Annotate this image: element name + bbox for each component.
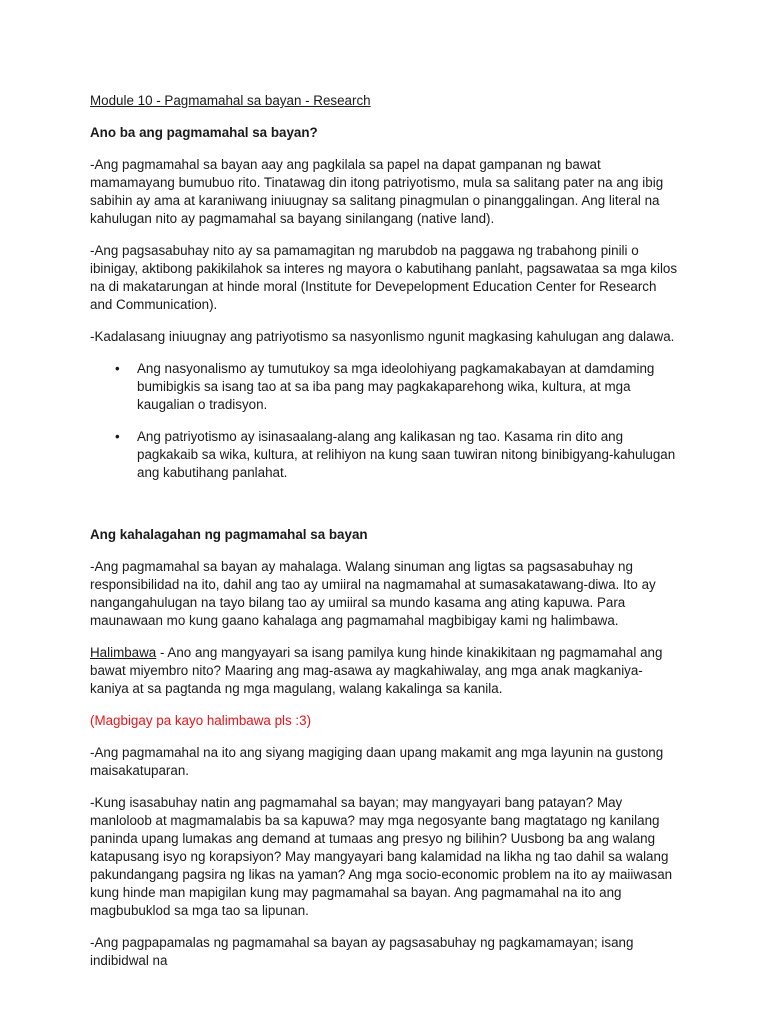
- closing-paragraph-3: -Ang pagpapamalas ng pagmamahal sa bayan ay pagsasabuhay ng pagkamamayan; isang indibidwal na: [90, 935, 634, 968]
- list-item-text: Ang nasyonalismo ay tumutukoy sa mga ideolohiyang pagkamakabayan at damdaming bumibigkis sa isang tao at sa iba pang may pagkakaparehong wika, kultura, at mga kaugalian o tradisyon.: [137, 361, 655, 412]
- example-label: Halimbawa: [90, 645, 157, 660]
- intro-paragraph-2: -Ang pagsasabuhay nito ay sa pamamagitan ng marubdob na paggawa ng trabahong pinili o ibinigay, aktibong pakikilahok sa interes ng mayora o kabutihang panlaht, pagsawataa sa mga kilos na di makatarungan at hinde moral (Institute for Devepelopment Education Center for Research and Communication).: [90, 243, 678, 312]
- red-note: (Magbigay pa kayo halimbawa pls :3): [90, 713, 312, 728]
- intro-paragraph-3: -Kadalasang iniuugnay ang patriyotismo sa nasyonlismo ngunit magkasing kahulugan ang dalawa.: [90, 329, 675, 344]
- bullet-icon: •: [115, 429, 120, 444]
- example-text: - Ano ang mangyayari sa isang pamilya kung hinde kinakikitaan ng pagmamahal ang bawat miyembro nito? Maaring ang mag-asawa ay magkahiwalay, ang mga anak magkaniya-kaniya at sa pagtanda ng mga magulang, walang kakalinga sa kanila.: [90, 645, 663, 696]
- section-heading: Ang kahalagahan ng pagmamahal sa bayan: [90, 527, 368, 542]
- example-paragraph: [90, 644, 680, 698]
- list-item: [90, 428, 680, 482]
- closing-paragraph-1: -Ang pagmamahal na ito ang siyang magiging daan upang makamit ang mga layunin na gustong maisakatuparan.: [90, 745, 664, 778]
- document-title: Module 10 - Pagmamahal sa bayan - Research: [90, 93, 371, 108]
- definition-list: [90, 360, 680, 482]
- document-page: [90, 92, 680, 984]
- section-paragraph: -Ang pagmamahal sa bayan ay mahalaga. Walang sinuman ang ligtas sa pagsasabuhay ng responsibilidad na ito, dahil ang tao ay umiiral na nagmamahal at sumasakatawang-diwa. Ito ay nangangahulugan na tayo bilang tao ay umiiral sa mundo kasama ang ating kapuwa. Para maunawaan mo kung gaano kahalaga ang pagmamahal magbibigay kami ng halimbawa.: [90, 559, 656, 628]
- question-heading: Ano ba ang pagmamahal sa bayan?: [90, 125, 318, 140]
- intro-paragraph-1: -Ang pagmamahal sa bayan aay ang pagkilala sa papel na dapat gampanan ng bawat mamamayang bumubuo rito. Tinatawag din itong patriyotismo, mula sa salitang pater na ang ibig sabihin ay ama at karaniwang iniuugnay sa salitang pinagmulan o pinanggalingan. Ang literal na kahulugan nito ay pagmamahal sa bayang sinilangang (native land).: [90, 157, 664, 226]
- bullet-icon: •: [115, 361, 120, 376]
- closing-paragraph-2: -Kung isasabuhay natin ang pagmamahal sa bayan; may mangyayari bang patayan? May manloloob at magmamalabis ba sa kapuwa? may mga negosyante bang magtatago ng kanilang paninda upang lumakas ang demand at tumaas ang presyo ng bilihin? Uusbong ba ang walang katapusang isyo ng korapsiyon? May mangyayari bang kalamidad na likha ng tao dahil sa walang pakundangang pagsira ng likas na yaman? Ang mga socio-economic problem na ito ay maiiwasan kung hinde man mapigilan kung may pagmamahal sa bayan. Ang pagmamahal na ito ang magbubuklod sa mga tao sa lipunan.: [90, 795, 673, 918]
- list-item-text: Ang patriyotismo ay isinasaalang-alang ang kalikasan ng tao. Kasama rin dito ang pagkakaib sa wika, kultura, at relihiyon na kung saan tuwiran nitong binibigyang-kahulugan ang kabutihang panlahat.: [137, 429, 676, 480]
- list-item: [90, 360, 680, 414]
- section-spacer: [90, 496, 680, 526]
